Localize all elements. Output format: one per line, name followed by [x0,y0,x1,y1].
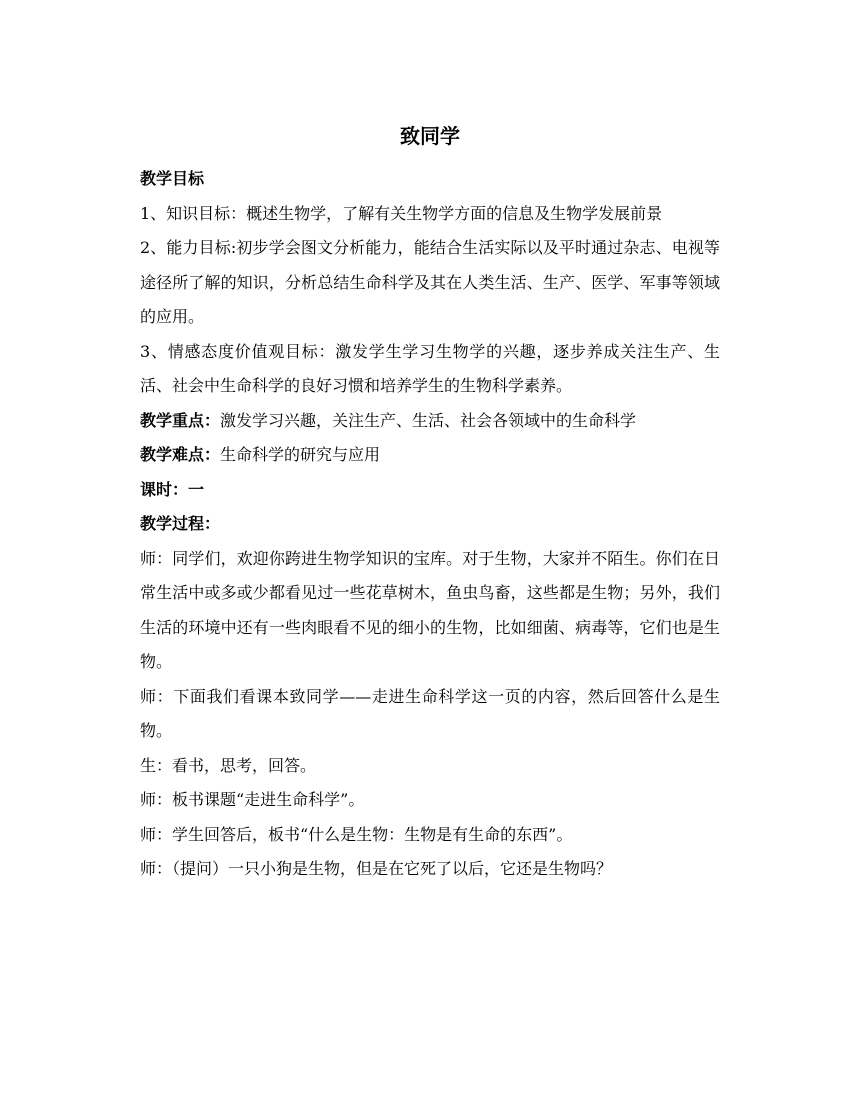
goal-knowledge: 1、知识目标：概述生物学，了解有关生物学方面的信息及生物学发展前景 [140,203,663,223]
difficulty-label: 教学难点： [140,445,221,464]
goal-ability: 2、能力目标:初步学会图文分析能力，能结合生活实际以及平时通过杂志、电视等途径所了解的知识，分析总结生命科学及其在人类生活、生产、医学、军事等领域的应用。 [140,238,720,326]
process-paragraph: 师：板书课题“走进生命科学”。 [140,790,365,809]
key-point-label: 教学重点： [140,410,221,430]
goal-attitude: 3、情感态度价值观目标：激发学生学习生物学的兴趣，逐步养成关注生产、生活、社会中生命科学的良好习惯和培养学生的生物科学素养。 [140,341,720,395]
document-title: 致同学 [400,124,460,148]
heading-teaching-process: 教学过程： [140,514,221,533]
process-paragraph: 师：（提问）一只小狗是生物，但是在它死了以后，它还是生物吗？ [140,859,613,878]
process-paragraph: 生：看书，思考，回答。 [140,755,317,775]
process-paragraph: 师：同学们，欢迎你跨进生物学知识的宝库。对于生物，大家并不陌生。你们在日常生活中或多或少都看见过一些花草树木，鱼虫鸟畜，这些都是生物；另外，我们生活的环境中还有一些肉眼看不见的细小的生物，比如细菌、病毒等，它们也是生物。 [140,548,720,671]
class-period: 课时：一 [140,479,205,499]
teaching-difficulty [140,438,720,473]
key-point-text: 激发学习兴趣，关注生产、生活、社会各领域中的生命科学 [220,410,637,430]
document-page [140,118,720,887]
heading-teaching-goals: 教学目标 [140,169,205,188]
process-paragraph: 师：下面我们看课本致同学——走进生命科学这一页的内容，然后回答什么是生物。 [140,686,720,740]
difficulty-text: 生命科学的研究与应用 [220,445,381,464]
teaching-key-point [140,404,720,439]
process-paragraph: 师：学生回答后，板书“什么是生物：生物是有生命的东西”。 [140,824,573,844]
